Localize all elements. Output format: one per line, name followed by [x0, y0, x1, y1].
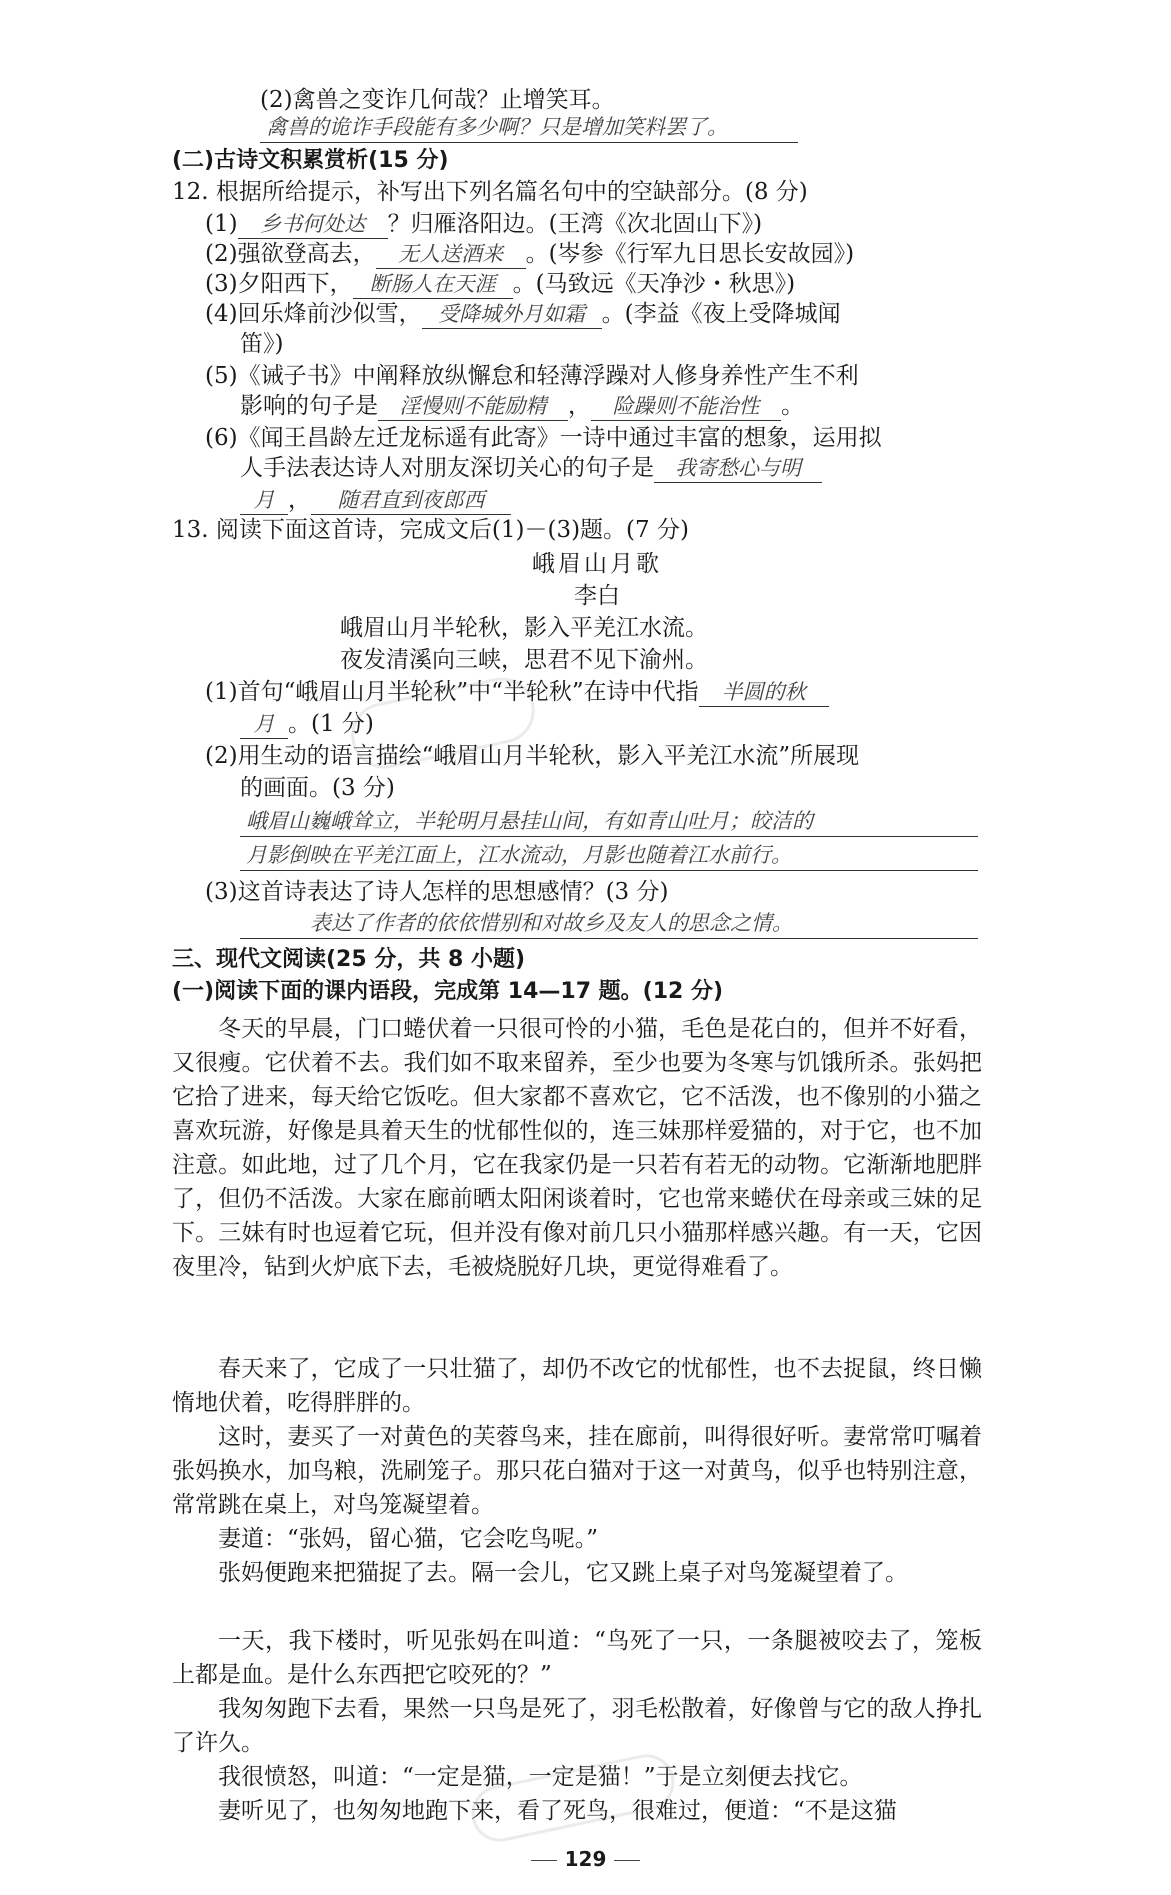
q13-sub2-line2: 的画面。(3 分): [240, 775, 395, 801]
passage-paragraph-8: 我很愤怒，叫道：“一定是猫，一定是猫！”于是立刻便去找它。: [218, 1764, 863, 1790]
q12-6-comma: ，: [288, 487, 311, 513]
page-number-dash-left: [531, 1860, 557, 1861]
q12-5-line1: (5)《诫子书》中阐释放纵懈怠和轻薄浮躁对人修身养性产生不利: [205, 363, 859, 389]
q12-6-line1: (6)《闻王昌龄左迁龙标遥有此寄》一诗中通过丰富的想象，运用拟: [205, 425, 882, 451]
q13-sub1-text: (1)首句“峨眉山月半轮秋”中“半轮秋”在诗中代指: [205, 679, 699, 705]
q12-item-5: [240, 390, 1010, 422]
q12-3-answer: 断肠人在天涯: [353, 270, 513, 299]
q13-sub1-score: 。(1 分): [288, 711, 374, 737]
page-number: [0, 1847, 1171, 1871]
passage-paragraph-2: 春天来了，它成了一只壮猫了，却仍不改它的忧郁性，也不去捉鼠，终日懒惰地伏着，吃得胖胖的。: [172, 1356, 982, 1416]
q13-sub1-answer-a: 半圆的秋: [699, 678, 829, 707]
q12-5-prefix: 影响的句子是: [240, 393, 378, 419]
passage-paragraph-1: 冬天的早晨，门口蜷伏着一只很可怜的小猫，毛色是花白的，但并不好看，又很瘦。它伏着不去。我们如不取来留养，至少也要为冬寒与饥饿所杀。张妈把它拾了进来，每天给它饭吃。但大家都不喜欢它，它不活泼，也不像别的小猫之喜欢玩游，好像是具着天生的忧郁性似的，连三妹那样爱猫的，对于它，也不加注意。如此地，过了几个月，它在我家仍是一只若有若无的动物。它渐渐地肥胖了，但仍不活泼。大家在廊前晒太阳闲谈着时，它也常来蜷伏在母亲或三妹的足下。三妹有时也逗着它玩，但并没有像对前几只小猫那样感兴趣。有一天，它因夜里冷，钻到火炉底下去，毛被烧脱好几块，更觉得难看了。: [172, 1016, 982, 1280]
q12-4-answer: 受降城外月如霜: [422, 300, 602, 329]
q12-stem: 12. 根据所给提示，补写出下列名篇名句中的空缺部分。(8 分): [172, 179, 808, 205]
q12-2-answer: 无人送酒来: [376, 240, 526, 269]
q12-4-continuation: 笛》): [240, 331, 284, 357]
q12-5-answer-1: 淫慢则不能励精: [378, 392, 568, 421]
q12-1-answer: 乡书何处达: [238, 210, 388, 239]
q12-5-suffix: 。: [781, 393, 804, 419]
q12-item-6: [240, 452, 1010, 484]
q12-6-prefix: 人手法表达诗人对朋友深切关心的句子是: [240, 455, 654, 481]
q12-item-2: [205, 238, 975, 270]
q11-2-answer: 禽兽的诡诈手段能有多少啊？只是增加笑料罢了。: [260, 112, 798, 143]
q13-sub2-line1: (2)用生动的语言描绘“峨眉山月半轮秋，影入平羌江水流”所展现: [205, 743, 860, 769]
passage-paragraph-7: 我匆匆跑下去看，果然一只鸟是死了，羽毛松散着，好像曾与它的敌人挣扎了许久。: [172, 1696, 982, 1756]
q12-1-prefix: (1): [205, 211, 238, 237]
q12-item-1: [205, 208, 975, 240]
q12-2-prefix: (2)强欲登高去，: [205, 241, 376, 267]
section2-title: (二)古诗文积累赏析(15 分): [172, 148, 449, 173]
poem-line-2: 夜发清溪向三峡，思君不见下渝州。: [340, 647, 708, 673]
passage-paragraph-9: 妻听见了，也匆匆地跑下来，看了死鸟，很难过，便道：“不是这猫: [218, 1798, 897, 1824]
poem-author: 李白: [574, 583, 620, 609]
q12-6-answer-1: 我寄愁心与明: [654, 454, 822, 483]
q12-4-prefix: (4)回乐烽前沙似雪，: [205, 301, 422, 327]
q13-sub3-answer: 表达了作者的依依惜别和对故乡及友人的思念之情。: [240, 908, 978, 939]
q12-item-4: [205, 298, 975, 330]
passage-paragraph-4: 妻道：“张妈，留心猫，它会吃鸟呢。”: [218, 1526, 599, 1552]
q13-sub1-answer-b: 月: [240, 710, 288, 739]
q13-sub1: [205, 676, 975, 708]
page-number-value: 129: [564, 1847, 607, 1871]
q12-5-answer-2: 险躁则不能治性: [591, 392, 781, 421]
q12-3-prefix: (3)夕阳西下，: [205, 271, 353, 297]
q13-sub2-answer-1: 峨眉山巍峨耸立，半轮明月悬挂山间，有如青山吐月；皎洁的: [240, 806, 978, 837]
section3-subtitle: (一)阅读下面的课内语段，完成第 14—17 题。(12 分): [172, 979, 724, 1004]
q12-2-suffix: 。(岑参《行军九日思长安故园》): [525, 241, 855, 267]
poem-line-1: 峨眉山月半轮秋，影入平羌江水流。: [340, 615, 708, 641]
passage-paragraph-5: 张妈便跑来把猫捉了去。隔一会儿，它又跳上桌子对鸟笼凝望着了。: [218, 1560, 908, 1586]
page-number-dash-right: [614, 1860, 640, 1861]
q12-item-3: [205, 268, 975, 300]
q12-6-answer-1b: 月: [240, 486, 288, 515]
q13-sub2-answer-2: 月影倒映在平羌江面上，江水流动，月影也随着江水前行。: [240, 840, 978, 871]
q12-1-suffix: ？归雁洛阳边。(王湾《次北固山下》): [387, 211, 763, 237]
q12-3-suffix: 。(马致远《天净沙・秋思》): [512, 271, 796, 297]
q11-2-question: (2)禽兽之变诈几何哉？止增笑耳。: [260, 87, 615, 113]
passage-paragraph-6: 一天，我下楼时，听见张妈在叫道：“鸟死了一只，一条腿被咬去了，笼板上都是血。是什么东西把它咬死的？”: [172, 1628, 982, 1688]
q12-4-suffix: 。(李益《夜上受降城闻: [601, 301, 841, 327]
q13-sub3: (3)这首诗表达了诗人怎样的思想感情？(3 分): [205, 879, 669, 905]
passage-paragraph-3: 这时，妻买了一对黄色的芙蓉鸟来，挂在廊前，叫得很好听。妻常常叮嘱着张妈换水，加鸟粮，洗刷笼子。那只花白猫对于这一对黄鸟，似乎也特别注意，常常跳在桌上，对鸟笼凝望着。: [172, 1424, 982, 1518]
q12-5-comma: ，: [568, 393, 591, 419]
q12-6-answer-2: 随君直到夜郎西: [311, 486, 511, 515]
poem-title: 峨眉山月歌: [532, 551, 662, 577]
q12-item-6-cont: [240, 484, 1010, 516]
q13-stem: 13. 阅读下面这首诗，完成文后(1)－(3)题。(7 分): [172, 517, 689, 543]
section3-title: 三、现代文阅读(25 分，共 8 小题): [172, 947, 526, 972]
